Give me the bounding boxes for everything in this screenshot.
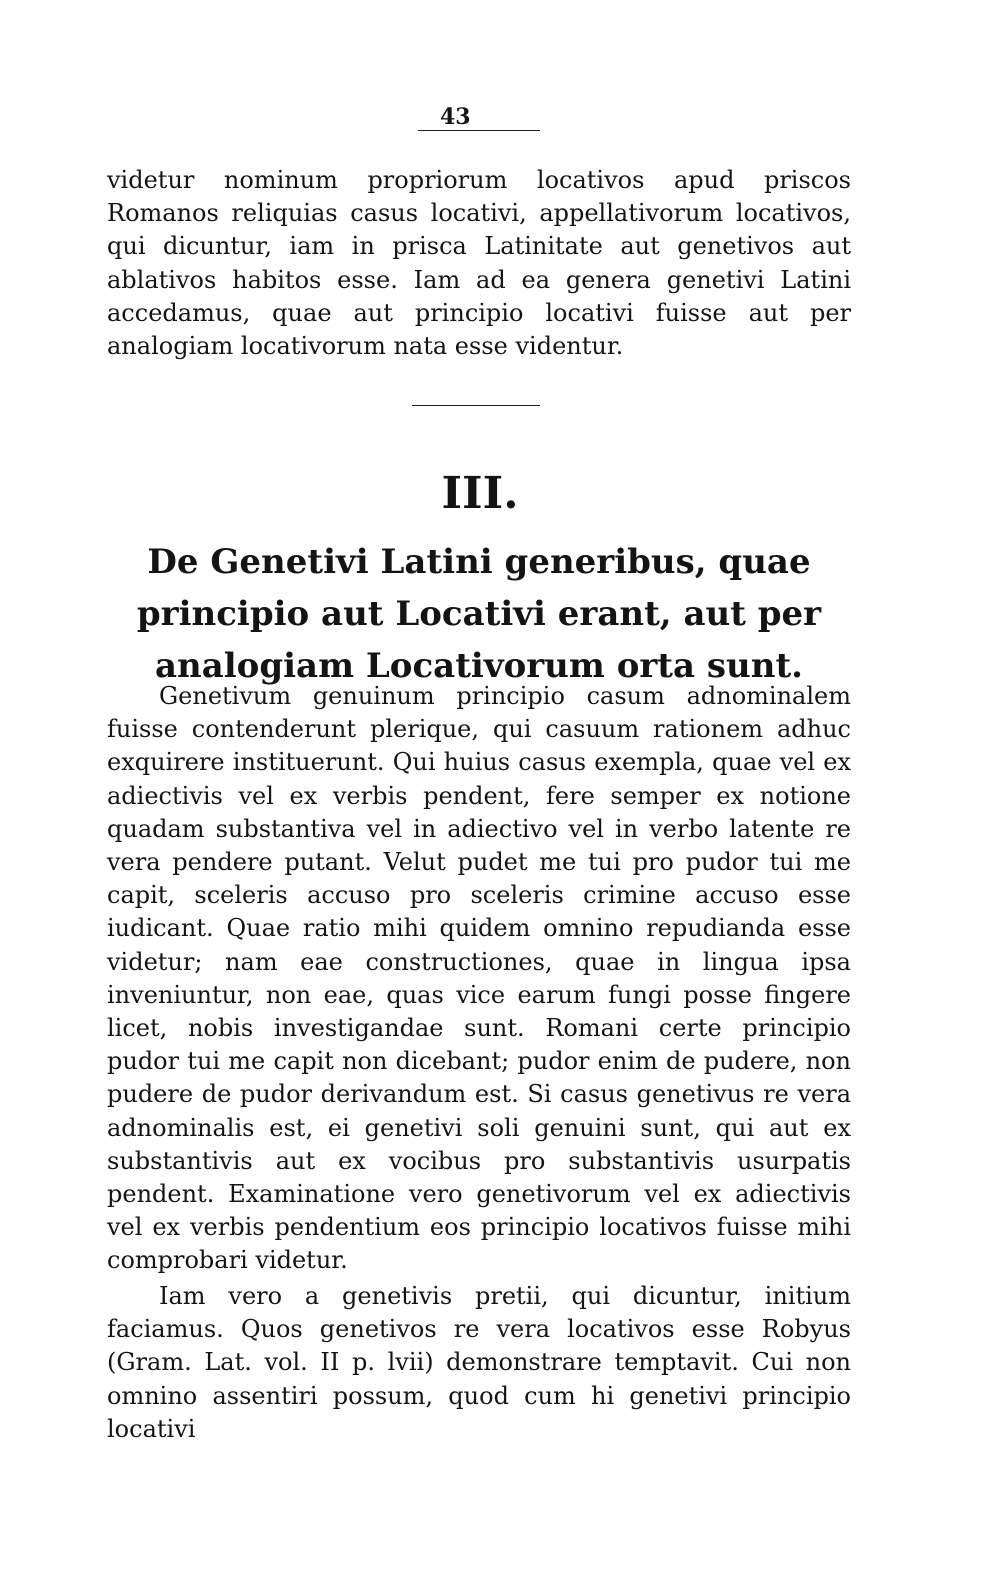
section-number: III. (441, 468, 519, 519)
page-number: 43 (440, 104, 471, 130)
paragraph-body-2: Iam vero a genetivis pretii, qui dicuntur, initium faciamus. Quos genetivos re vera locativos esse Robyus (Gram. Lat. vol. II p. lvii) demonstrare temptavit. Cui non omnino assentiri possum, quod cum hi genetivi principio locativi (107, 1282, 851, 1443)
header-rule (418, 130, 540, 131)
section-title: De Genetivi Latini generibus, quae principio aut Locativi erant, aut per analogiam Locativorum orta sunt. (136, 542, 822, 686)
separator-rule (412, 405, 540, 406)
paragraph-intro: videtur nominum propriorum locativos apud priscos Romanos reliquias casus locativi, appellativorum locativos, qui dicuntur, iam in prisca Latinitate aut genetivos aut ablativos habitos esse. Iam ad ea genera genetivi Latini accedamus, quae aut principio locativi fuisse aut per analogiam locativorum nata esse videntur. (107, 166, 851, 361)
paragraph-body-1: Genetivum genuinum principio casum adnominalem fuisse contenderunt plerique, qui casuum rationem adhuc exquirere instituerunt. Qui huius casus exempla, quae vel ex adiectivis vel ex verbis pendent, fere semper ex notione quadam substantiva vel in adiectivo vel in verbo latente re vera pendere putant. Velut pudet me tui pro pudor tui me capit, sceleris accuso pro sceleris crimine accuso esse iudicant. Quae ratio mihi quidem omnino repudianda esse videtur; nam eae constructiones, quae in lingua ipsa inveniuntur, non eae, quas vice earum fungi posse fingere licet, nobis investigandae sunt. Romani certe principio pudor tui me capit non dicebant; pudor enim de pudere, non pudere de pudor derivandum est. Si casus genetivus re vera adnominalis est, ei genetivi soli genuini sunt, qui aut ex substantivis aut ex vocibus pro substantivis usurpatis pendent. Examinatione vero genetivorum vel ex adiectivis vel ex verbis pendentium eos principio locativos fuisse mihi comprobari videtur. (107, 682, 851, 1275)
